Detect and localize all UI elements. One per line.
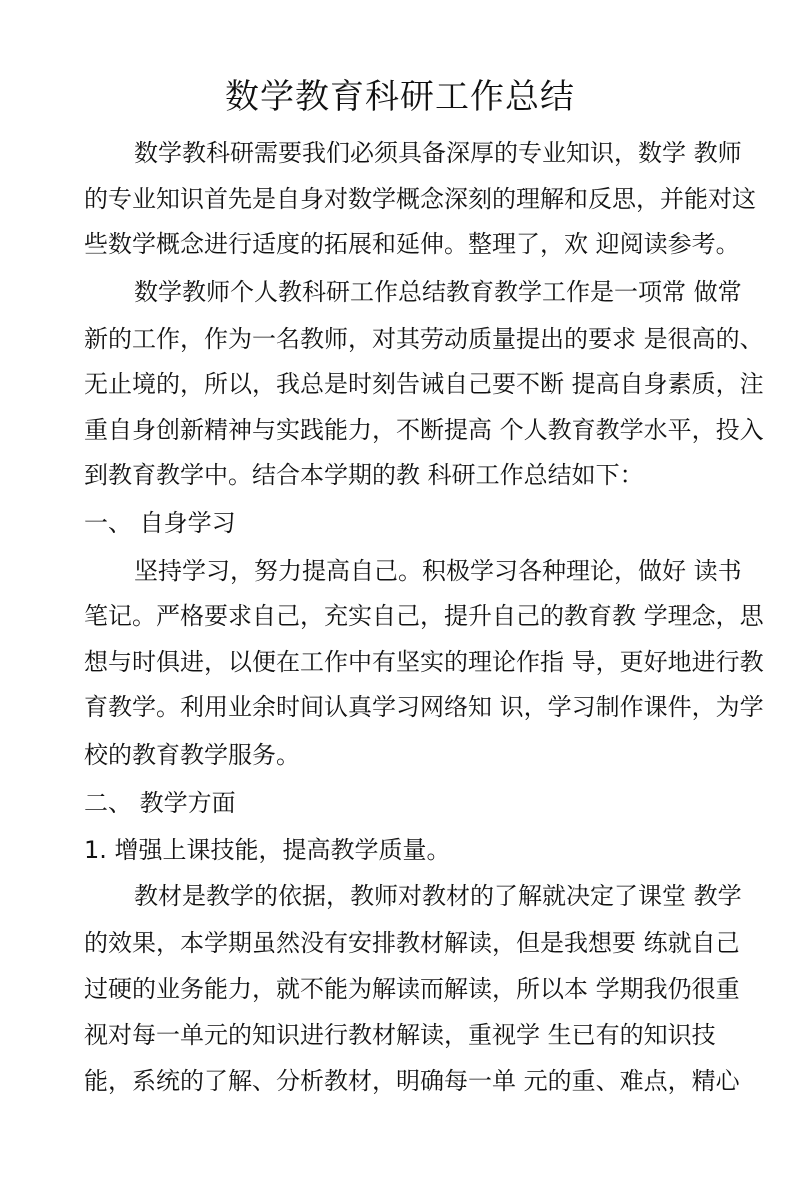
text-line: 视对每一单元的知识进行教材解读，重视学 生已有的知识技: [84, 1021, 716, 1049]
text-line: 想与时俱进，以便在工作中有坚实的理论作指 导，更好地进行教: [84, 648, 764, 676]
text-line: 坚持学习，努力提高自己。积极学习各种理论，做好 读书: [134, 557, 742, 585]
text-line: 校的教育教学服务。: [84, 741, 300, 769]
text-line: 笔记。严格要求自己，充实自己，提升自己的教育教 学理念，思: [84, 602, 764, 630]
text-line: 的效果，本学期虽然没有安排教材解读，但是我想要 练就自己: [84, 929, 740, 957]
section-heading: 二、 教学方面: [84, 789, 236, 817]
page-title: 数学教育科研工作总结: [225, 77, 575, 117]
section-heading: 一、 自身学习: [84, 509, 236, 537]
text-line: 能，系统的了解、分析教材，明确每一单 元的重、难点，精心: [84, 1067, 740, 1095]
text-line: 无止境的，所以，我总是时刻告诫自己要不断 提高自身素质，注: [84, 370, 764, 398]
text-line: 的专业知识首先是自身对数学概念深刻的理解和反思，并能对这: [84, 185, 756, 213]
text-line: 到教育教学中。结合本学期的教 科研工作总结如下：: [84, 461, 644, 489]
text-line: 数学教科研需要我们必须具备深厚的专业知识，数学 教师: [134, 139, 742, 167]
text-line: 过硬的业务能力，就不能为解读而解读，所以本 学期我仍很重: [84, 975, 740, 1003]
text-line: 新的工作，作为一名教师，对其劳动质量提出的要求 是很高的、: [84, 325, 764, 353]
text-line: 数学教师个人教科研工作总结教育教学工作是一项常 做常: [134, 278, 742, 306]
text-line: 重自身创新精神与实践能力，不断提高 个人教育教学水平，投入: [84, 416, 764, 444]
subsection-heading: 1. 增强上课技能，提高教学质量。: [84, 836, 451, 864]
text-line: 些数学概念进行适度的拓展和延伸。整理了，欢 迎阅读参考。: [84, 230, 740, 258]
text-line: 教材是教学的依据，教师对教材的了解就决定了课堂 教学: [134, 882, 742, 910]
text-line: 育教学。利用业余时间认真学习网络知 识，学习制作课件，为学: [84, 693, 764, 721]
